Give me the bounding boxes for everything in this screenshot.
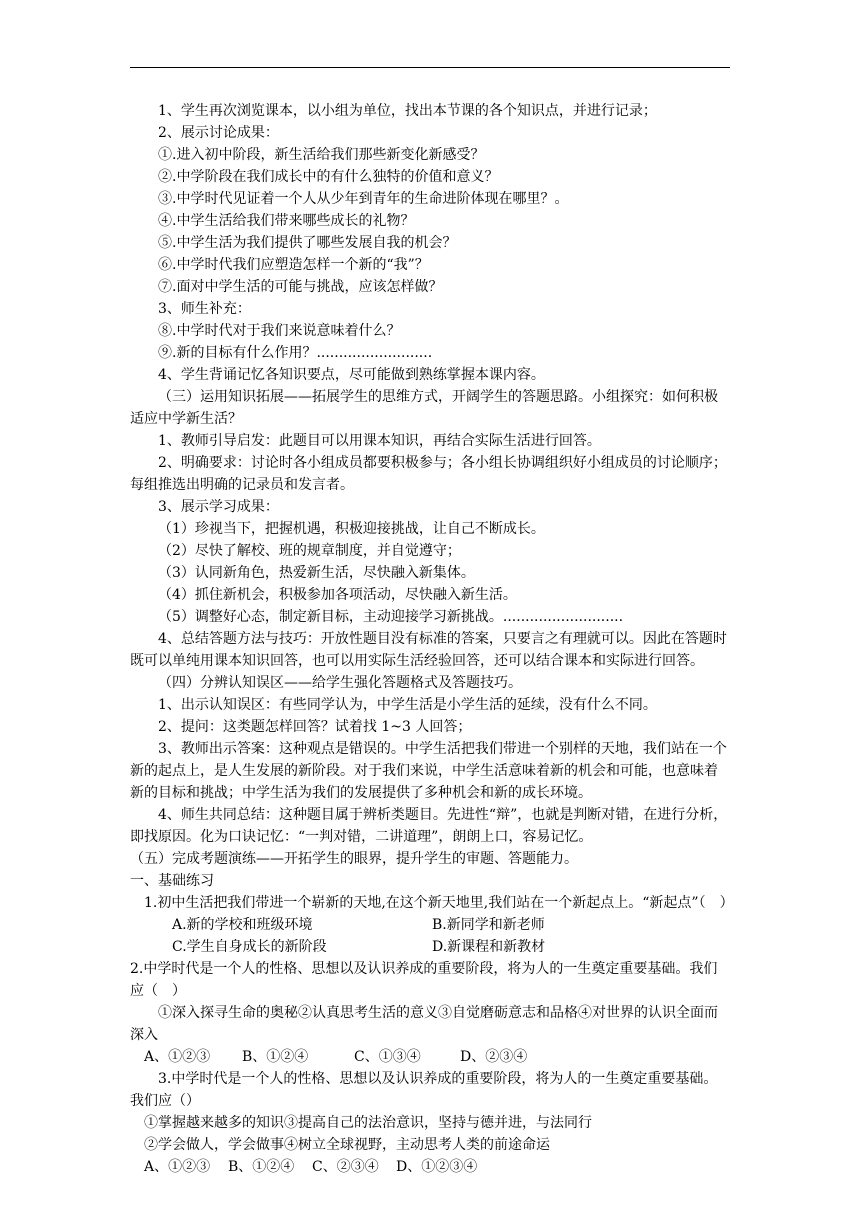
document-body xyxy=(130,100,734,1178)
option-b: B、①②④ xyxy=(242,1049,309,1065)
question-stem: 1.初中生活把我们带进一个崭新的天地,在这个新天地里,我们站在一个新起点上。“新起点”（ ） xyxy=(144,895,734,911)
question-body: ①深入探寻生命的奥秘②认真思考生活的意义③自觉磨砺意志和品格④对世界的认识全面而深入 xyxy=(130,1005,718,1043)
text-line: 4、学生背诵记忆各知识要点，尽可能做到熟练掌握本课内容。 xyxy=(158,367,545,383)
option-b: B、①②④ xyxy=(228,1159,295,1175)
option-d: D.新课程和新教材 xyxy=(432,939,546,955)
question-stem: 2.中学时代是一个人的性格、思想以及认识养成的重要阶段，将为人的一生奠定重要基础。我们应（ ） xyxy=(130,961,718,999)
section-heading: （五）完成考题演练——开拓学生的眼界，提升学生的审题、答题能力。 xyxy=(130,851,578,867)
text-line: 3、师生补充： xyxy=(158,301,251,317)
option-a: A.新的学校和班级环境 xyxy=(172,917,313,933)
text-line: ③.中学时代见证着一个人从少年到青年的生命进阶体现在哪里？。 xyxy=(158,191,569,207)
text-line: 1、学生再次浏览课本，以小组为单位，找出本节课的各个知识点，并进行记录； xyxy=(158,103,657,119)
text-line: ⑧.中学时代对于我们来说意味着什么？ xyxy=(158,323,401,339)
paragraph: 4、总结答题方法与技巧：开放性题目没有标准的答案，只要言之有理就可以。因此在答题时既可以单纯用课本知识回答，也可以用实际生活经验回答，还可以结合课本和实际进行回答。 xyxy=(130,631,727,669)
option-d: D、①②③④ xyxy=(396,1159,478,1175)
section-heading: （四）分辨认知误区——给学生强化答题格式及答题技巧。 xyxy=(158,675,522,691)
option-c: C、②③④ xyxy=(312,1159,379,1175)
option-d: D、②③④ xyxy=(460,1049,528,1065)
header-rule xyxy=(130,67,730,68)
text-line: ⑦.面对中学生活的可能与挑战，应该怎样做？ xyxy=(158,279,443,295)
list-item: （4）抓住新机会，积极参加各项活动，尽快融入新生活。 xyxy=(158,587,517,603)
list-item: （2）尽快了解校、班的规章制度，并自觉遵守； xyxy=(158,543,461,559)
section-heading: （三）运用知识拓展——拓展学生的思维方式，开阔学生的答题思路。小组探究：如何积极适应中学新生活？ xyxy=(130,389,718,427)
list-item: （3）认同新角色，热爱新生活，尽快融入新集体。 xyxy=(158,565,475,581)
paragraph: 2、明确要求：讨论时各小组成员都要积极参与；各小组长协调组织好小组成员的讨论顺序；每组推选出明确的记录员和发言者。 xyxy=(130,455,727,493)
list-item: （5）调整好心态，制定新目标，主动迎接学习新挑战。........................... xyxy=(158,609,624,625)
text-line: ①.进入初中阶段，新生活给我们那些新变化新感受？ xyxy=(158,147,485,163)
options-row xyxy=(130,914,730,936)
answer-options xyxy=(130,1046,730,1068)
option-c: C.学生自身成长的新阶段 xyxy=(172,939,327,955)
question-stem: 3.中学时代是一个人的性格、思想以及认识养成的重要阶段，将为人的一生奠定重要基础。我们应（） xyxy=(130,1071,718,1109)
text-line: 2、展示讨论成果： xyxy=(158,125,279,141)
subsection-heading: 一、基础练习 xyxy=(130,873,214,889)
list-item: （1）珍视当下，把握机遇，积极迎接挑战，让自己不断成长。 xyxy=(158,521,545,537)
paragraph: 3、教师出示答案：这种观点是错误的。中学生活把我们带进一个别样的天地，我们站在一个新的起点上，是人生发展的新阶段。对于我们来说，中学生活意味着新的机会和可能，也意味着新的目标和挑战；中学生活为我们的发展提供了多种机会和新的成长环境。 xyxy=(130,741,727,801)
text-line: ②.中学阶段在我们成长中的有什么独特的价值和意义？ xyxy=(158,169,499,185)
question-body-line: ②学会做人，学会做事④树立全球视野，主动思考人类的前途命运 xyxy=(144,1137,550,1153)
text-line: ⑤.中学生活为我们提供了哪些发展自我的机会？ xyxy=(158,235,457,251)
options-row xyxy=(130,936,730,958)
text-line: ⑨.新的目标有什么作用？.......................... xyxy=(158,345,433,361)
option-a: A、①②③ xyxy=(144,1049,211,1065)
text-line: ④.中学生活给我们带来哪些成长的礼物？ xyxy=(158,213,415,229)
option-a: A、①②③ xyxy=(144,1159,211,1175)
option-b: B.新同学和新老师 xyxy=(432,917,545,933)
paragraph: 3、展示学习成果： xyxy=(158,499,279,515)
paragraph: 1、出示认知误区：有些同学认为，中学生活是小学生活的延续，没有什么不同。 xyxy=(158,697,657,713)
option-c: C、①③④ xyxy=(354,1049,421,1065)
paragraph: 2、提问：这类题怎样回答？试着找 1~3 人回答； xyxy=(158,719,472,735)
answer-options xyxy=(130,1156,730,1178)
paragraph: 1、教师引导启发：此题目可以用课本知识，再结合实际生活进行回答。 xyxy=(158,433,601,449)
text-line: ⑥.中学时代我们应塑造怎样一个新的“我”？ xyxy=(158,257,429,273)
question-body-line: ①掌握越来越多的知识③提高自己的法治意识，坚持与德并进，与法同行 xyxy=(144,1115,592,1131)
paragraph: 4、师生共同总结：这种题目属于辨析类题目。先进性“辩”，也就是判断对错，在进行分析，即找原因。化为口诀记忆：“一判对错，二讲道理”，朗朗上口，容易记忆。 xyxy=(130,807,728,845)
